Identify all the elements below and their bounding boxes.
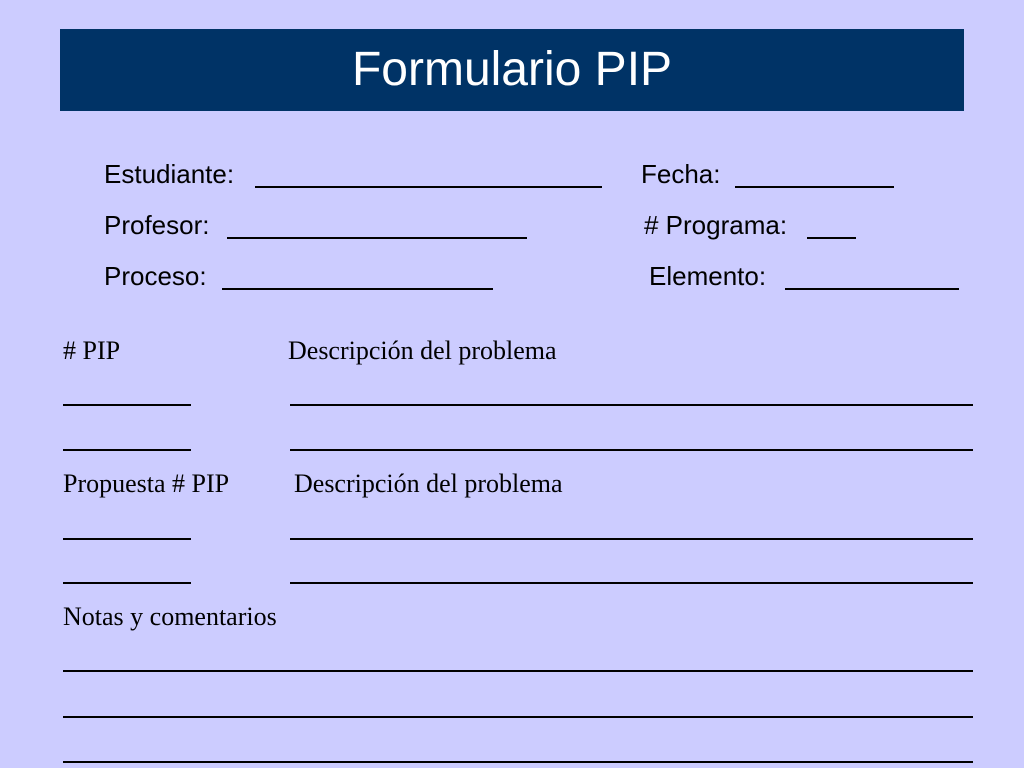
pip-description-field-1[interactable] bbox=[290, 404, 973, 406]
proceso-field[interactable] bbox=[222, 288, 493, 290]
fecha-label: Fecha: bbox=[641, 159, 721, 189]
pip-description-header: Descripción del problema bbox=[288, 336, 557, 365]
proposal-number-field-2[interactable] bbox=[63, 582, 191, 584]
fecha-field[interactable] bbox=[735, 186, 894, 188]
elemento-field[interactable] bbox=[785, 288, 959, 290]
estudiante-field[interactable] bbox=[255, 186, 602, 188]
pip-number-field-1[interactable] bbox=[63, 404, 191, 406]
proceso-label: Proceso: bbox=[104, 261, 207, 291]
estudiante-label: Estudiante: bbox=[104, 159, 235, 189]
title-bar bbox=[60, 29, 964, 111]
notes-label: Notas y comentarios bbox=[63, 602, 277, 631]
proposal-description-field-2[interactable] bbox=[290, 582, 973, 584]
notes-field-2[interactable] bbox=[63, 716, 973, 718]
proposal-description-field-1[interactable] bbox=[290, 538, 973, 540]
page-title: Formulario PIP bbox=[351, 43, 673, 96]
elemento-label: Elemento: bbox=[649, 261, 767, 291]
profesor-field[interactable] bbox=[227, 237, 527, 239]
pip-number-field-2[interactable] bbox=[63, 449, 191, 451]
proposal-description-header: Descripción del problema bbox=[294, 469, 563, 498]
programa-label: # Programa: bbox=[644, 210, 788, 240]
pip-number-header: # PIP bbox=[63, 336, 121, 365]
profesor-label: Profesor: bbox=[104, 210, 210, 240]
proposal-number-field-1[interactable] bbox=[63, 538, 191, 540]
notes-field-3[interactable] bbox=[63, 761, 973, 763]
proposal-number-header: Propuesta # PIP bbox=[63, 469, 230, 498]
programa-field[interactable] bbox=[807, 237, 856, 239]
pip-description-field-2[interactable] bbox=[290, 449, 973, 451]
notes-field-1[interactable] bbox=[63, 670, 973, 672]
